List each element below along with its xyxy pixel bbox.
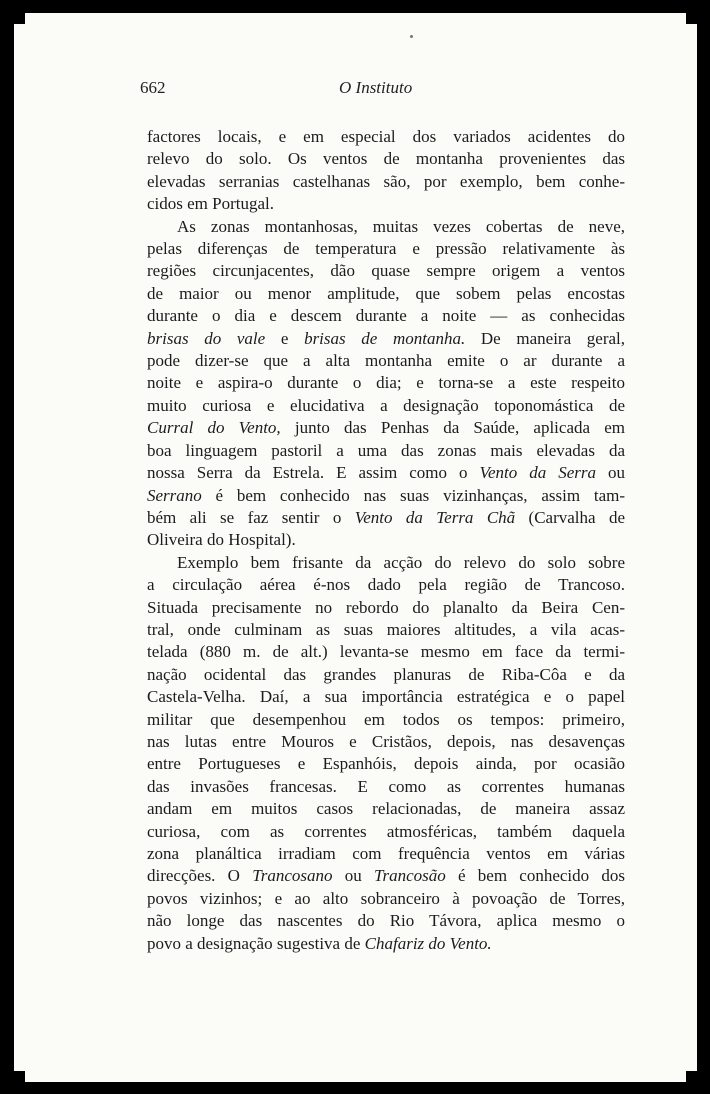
scan-speck bbox=[410, 35, 413, 38]
text-line: andam em muitos casos relacionadas, de maneira assaz bbox=[147, 799, 625, 819]
italic-term: Trancosão bbox=[373, 866, 446, 886]
text-run: direcções. O bbox=[147, 866, 253, 886]
text-run: De maneira geral, bbox=[465, 328, 626, 348]
text-line: cidos em Portugal. bbox=[147, 194, 275, 214]
text-run: e bbox=[265, 328, 305, 348]
body-text bbox=[147, 126, 625, 955]
italic-term: Trancosano bbox=[252, 866, 333, 886]
italic-term: Curral do Vento, bbox=[147, 418, 281, 438]
text-line: pelas diferenças de temperatura e pressão relativamente às bbox=[147, 239, 625, 259]
italic-term: Vento da Terra Chã bbox=[354, 507, 516, 527]
text-line bbox=[147, 933, 625, 955]
text-line: telada (880 m. de alt.) levanta-se mesmo em face da termi- bbox=[147, 642, 625, 662]
italic-term: brisas de montanha. bbox=[304, 328, 466, 348]
text-run: nossa Serra da Estrela. E assim como o bbox=[147, 463, 480, 483]
text-line: de maior ou menor amplitude, que sobem pelas encostas bbox=[147, 283, 625, 303]
text-line: relevo do solo. Os ventos de montanha provenientes das bbox=[147, 149, 625, 169]
text-line: durante o dia e descem durante a noite — as conhecidas bbox=[147, 306, 625, 326]
text-line: Exemplo bem frisante da acção do relevo do solo sobre bbox=[177, 552, 625, 572]
text-line: regiões circunjacentes, dão quase sempre origem a ventos bbox=[147, 261, 625, 281]
text-run: é bem conhecido dos bbox=[445, 866, 625, 886]
text-line: Situada precisamente no rebordo do planalto da Beira Cen- bbox=[147, 597, 625, 617]
text-run: é bem conhecido nas suas vizinhanças, assim tam- bbox=[201, 485, 625, 505]
corner-mark-bottom-left bbox=[14, 1071, 25, 1082]
text-line bbox=[147, 328, 625, 350]
paragraph-2 bbox=[147, 216, 625, 552]
italic-term: brisas do vale bbox=[147, 328, 266, 348]
text-line: não longe das nascentes do Rio Távora, aplica mesmo o bbox=[147, 911, 625, 931]
text-line: curiosa, com as correntes atmosféricas, também daquela bbox=[147, 821, 625, 841]
text-line: boa linguagem pastoril a uma das zonas mais elevadas da bbox=[147, 440, 625, 460]
text-line: noite e aspira-o durante o dia; e torna-se a este respeito bbox=[147, 373, 625, 393]
text-line bbox=[147, 865, 625, 887]
italic-term: Chafariz do Vento. bbox=[364, 933, 492, 953]
text-line: factores locais, e em especial dos variados acidentes do bbox=[147, 127, 625, 146]
text-line: pode dizer-se que a alta montanha emite o ar durante a bbox=[147, 351, 625, 371]
text-run: ou bbox=[596, 463, 626, 483]
text-line bbox=[147, 485, 625, 507]
text-line: povos vizinhos; e ao alto sobranceiro à povoação de Torres, bbox=[147, 888, 625, 908]
paragraph-3 bbox=[147, 552, 625, 955]
text-run: povo a designação sugestiva de bbox=[147, 933, 365, 953]
text-line: elevadas serranias castelhanas são, por exemplo, bem conhe- bbox=[147, 171, 625, 191]
text-run: junto das Penhas da Saúde, aplicada em bbox=[280, 418, 625, 438]
corner-mark-bottom-right bbox=[686, 1071, 697, 1082]
text-line: tral, onde culminam as suas maiores altitudes, a vila acas- bbox=[147, 619, 625, 639]
text-run: (Carvalha de bbox=[515, 507, 625, 527]
text-line: entre Portugueses e Espanhóis, depois ainda, por ocasião bbox=[147, 754, 625, 774]
text-line: Castela-Velha. Daí, a sua importância estratégica e o papel bbox=[147, 687, 625, 707]
text-line: das invasões francesas. E como as correntes humanas bbox=[147, 776, 625, 796]
text-line: a circulação aérea é-nos dado pela região de Trancoso. bbox=[147, 575, 625, 595]
text-line bbox=[147, 462, 625, 484]
text-line: militar que desempenhou em todos os tempos: primeiro, bbox=[147, 709, 625, 729]
text-line: nação ocidental das grandes planuras de Riba-Côa e da bbox=[147, 664, 625, 684]
text-line: As zonas montanhosas, muitas vezes cobertas de neve, bbox=[177, 216, 625, 236]
corner-mark-top-left bbox=[14, 13, 25, 24]
text-run: ou bbox=[332, 866, 374, 886]
text-line bbox=[147, 507, 625, 529]
running-title: O Instituto bbox=[339, 78, 413, 97]
text-run: bém ali se faz sentir o bbox=[147, 507, 355, 527]
text-line: nas lutas entre Mouros e Cristãos, depois, nas desavenças bbox=[147, 731, 625, 751]
text-line bbox=[147, 417, 625, 439]
text-line: Oliveira do Hospital). bbox=[147, 530, 296, 550]
page-number: 662 bbox=[140, 78, 166, 97]
italic-term: Serrano bbox=[147, 485, 202, 505]
italic-term: Vento da Serra bbox=[479, 463, 597, 483]
text-line: muito curiosa e elucidativa a designação toponomástica de bbox=[147, 395, 625, 415]
corner-mark-top-right bbox=[686, 13, 697, 24]
text-line: zona planáltica irradiam com frequência ventos em várias bbox=[147, 844, 625, 863]
paragraph-1 bbox=[147, 126, 625, 216]
